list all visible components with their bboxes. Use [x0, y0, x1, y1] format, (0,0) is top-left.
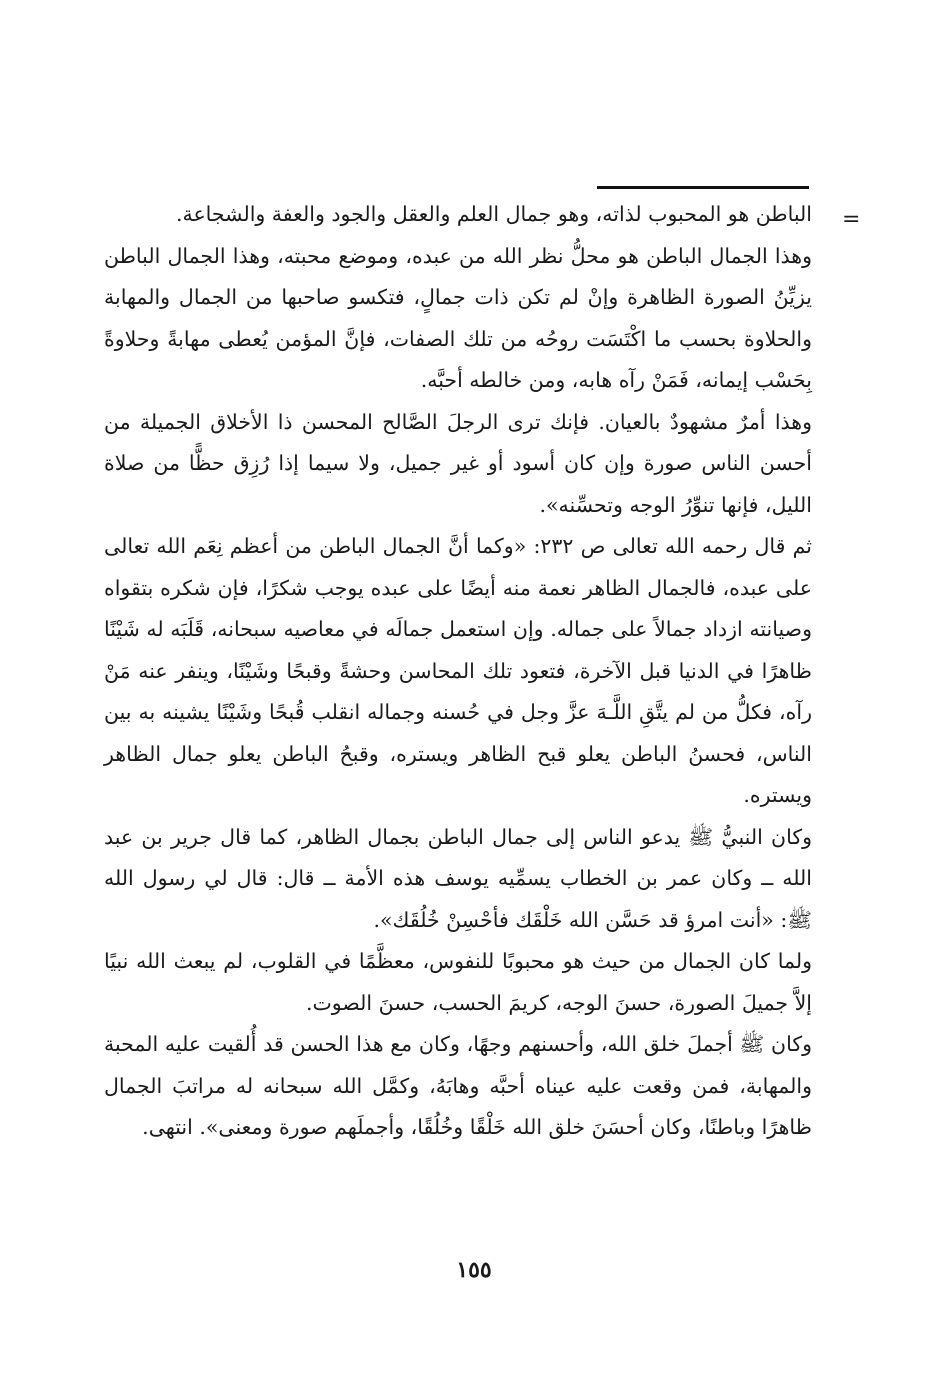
paragraph-6: ولما كان الجمال من حيث هو محبوبًا للنفوس، معظَّمًا في القلوب، لم يبعث الله نبيًا إلاَّ جميلَ الصورة، حسنَ الوجه، كريمَ الحسب، حسنَ الصوت. [104, 949, 812, 1015]
footnote-text-block [104, 194, 812, 1149]
paragraph-4: ثم قال رحمه الله تعالى ص ٢٣٢: «وكما أنَّ الجمال الباطن من أعظم نِعَم الله تعالى على عبده، فالجمال الظاهر نعمة منه أيضًا على عبده يوجب شكرًا، فإن شكره بتقواه وصيانته ازداد جمالاً على جماله. وإن استعمل جمالَه في معاصيه سبحانه، قَلَبَه له شَيْنًا ظاهرًا في الدنيا قبل الآخرة، فتعود تلك المحاسن وحشةً وقبحًا وشَيْنًا، وينفر عنه مَنْ رآه، فكلُّ من لم يتَّقِ اللَّـهَ عزَّ وجل في حُسنه وجماله انقلب قُبحًا وشَيْنًا يشينه به بين الناس، فحسنُ الباطن يعلو قبح الظاهر ويستره، وقبحُ الباطن يعلو جمال الظاهر ويستره. [104, 534, 813, 807]
page-number: ١٥٥ [456, 1257, 492, 1283]
paragraph-3: وهذا أمرٌ مشهودٌ بالعيان. فإنك ترى الرجلَ الصَّالح المحسن ذا الأخلاق الجميلة من أحسن الناس صورة وإن كان أسود أو غير جميل، ولا سيما إذا رُزِق حظًّا من صلاة الليل، فإنها تنوِّرُ الوجه وتحسِّنه». [104, 409, 812, 517]
paragraph-7: وكان ﷺ أجملَ خلق الله، وأحسنهم وجهًا، وكان مع هذا الحسن قد أُلقيت عليه المحبة والمهابة، فمن وقعت عليه عيناه أحبَّه وهابَهُ، وكمَّل الله سبحانه له مراتبَ الجمال ظاهرًا وباطنًا، وكان أحسَنَ خلق الله خَلْقًا وخُلُقًا، وأجملَهم صورة ومعنى». انتهى. [104, 1032, 812, 1139]
paragraph-2: وهذا الجمال الباطن هو محلُّ نظر الله من عبده، وموضع محبته، وهذا الجمال الباطن يزيِّنُ الصورة الظاهرة وإنْ لم تكن ذات جمالٍ، فتكسو صاحبها من الجمال والمهابة والحلاوة بحسب ما اكْتَسَت روحُه من تلك الصفات، فإنَّ المؤمن يُعطى مهابةً وحلاوةً بِحَسْب إيمانه، فَمَنْ رآه هابه، ومن خالطه أحبَّه. [104, 243, 812, 392]
paragraph-5: وكان النبيُّ ﷺ يدعو الناس إلى جمال الباطن بجمال الظاهر، كما قال جرير بن عبد الله ــ وكان عمر بن الخطاب يسمِّيه يوسف هذه الأمة ــ قال: قال لي رسول الله ﷺ: «أنت امرؤ قد حَسَّن الله خَلْقَك فأحْسِنْ خُلُقَك». [104, 824, 812, 932]
footnote-separator-rule [597, 186, 809, 189]
paragraph-1: الباطن هو المحبوب لذاته، وهو جمال العلم والعقل والجود والعفة والشجاعة. [175, 202, 812, 226]
continuation-mark: = [842, 207, 861, 232]
